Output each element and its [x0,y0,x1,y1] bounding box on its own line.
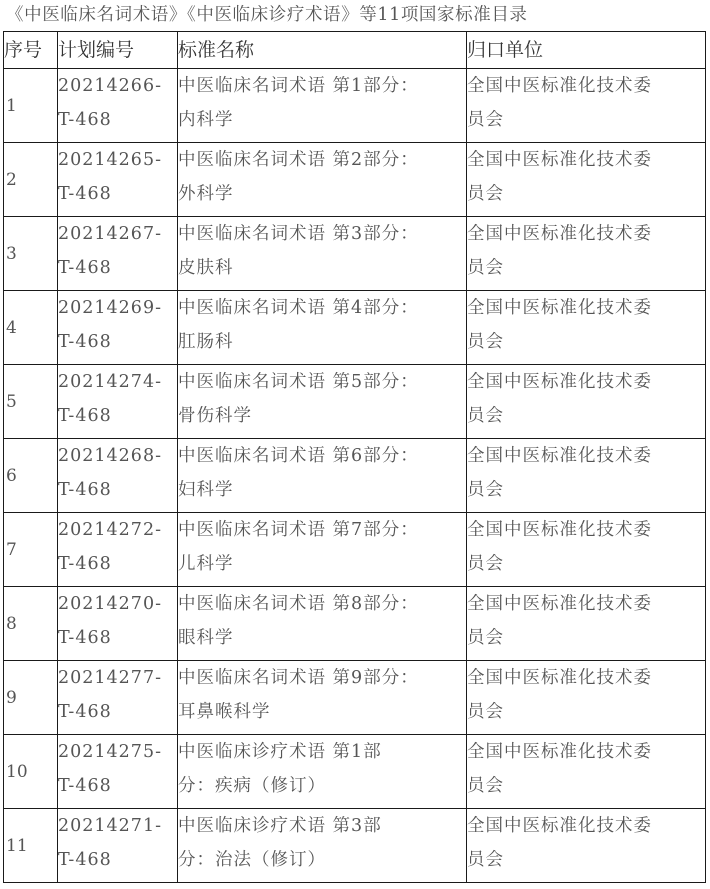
cell-standard-name-line: 皮肤科 [178,258,234,278]
cell-plan-number-line: 20214272- [58,520,162,540]
cell-responsible-unit-line: 全国中医标准化技术委 [467,816,652,836]
cell-plan-number-line: T-468 [58,554,112,574]
cell-responsible-unit-line: 全国中医标准化技术委 [467,446,652,466]
cell-responsible-unit [467,809,706,883]
cell-serial-number: 4 [4,291,58,365]
cell-plan-number-line: 20214267- [58,224,162,244]
cell-responsible-unit-line: 员会 [467,480,504,500]
cell-serial-number: 1 [4,69,58,143]
cell-standard-name [178,439,467,513]
header-plan-number: 计划编号 [58,32,178,69]
cell-standard-name-line: 中医临床名词术语 第8部分： [178,594,419,614]
table-row [4,439,706,513]
cell-responsible-unit-line: 员会 [467,628,504,648]
cell-responsible-unit-line: 全国中医标准化技术委 [467,668,652,688]
cell-plan-number-line: 20214274- [58,372,162,392]
cell-plan-number-line: T-468 [58,406,112,426]
cell-serial-number: 2 [4,143,58,217]
cell-standard-name-line: 中医临床名词术语 第4部分： [178,298,419,318]
cell-standard-name-line: 儿科学 [178,554,234,574]
header-serial-number: 序号 [4,32,58,69]
table-row [4,143,706,217]
cell-responsible-unit [467,217,706,291]
cell-plan-number-line: 20214266- [58,76,162,96]
cell-responsible-unit-line: 全国中医标准化技术委 [467,742,652,762]
cell-plan-number-line: 20214265- [58,150,162,170]
cell-plan-number-line: 20214271- [58,816,162,836]
cell-responsible-unit-line: 员会 [467,332,504,352]
table-row [4,69,706,143]
cell-standard-name-line: 中医临床名词术语 第3部分： [178,224,419,244]
cell-standard-name-line: 骨伤科学 [178,406,252,426]
cell-plan-number [58,513,178,587]
cell-responsible-unit-line: 全国中医标准化技术委 [467,594,652,614]
cell-plan-number [58,587,178,661]
cell-responsible-unit-line: 全国中医标准化技术委 [467,150,652,170]
cell-serial-number: 8 [4,587,58,661]
header-standard-name: 标准名称 [178,32,467,69]
table-body [4,69,706,883]
header-responsible-unit: 归口单位 [467,32,706,69]
cell-responsible-unit-line: 员会 [467,184,504,204]
cell-plan-number-line: 20214275- [58,742,162,762]
cell-serial-number: 9 [4,661,58,735]
cell-responsible-unit-line: 员会 [467,850,504,870]
cell-responsible-unit-line: 全国中医标准化技术委 [467,298,652,318]
cell-plan-number [58,291,178,365]
table-row [4,513,706,587]
cell-plan-number-line: T-468 [58,110,112,130]
cell-standard-name-line: 肛肠科 [178,332,234,352]
cell-responsible-unit [467,513,706,587]
cell-plan-number [58,365,178,439]
cell-responsible-unit-line: 员会 [467,554,504,574]
cell-plan-number-line: 20214269- [58,298,162,318]
table-row [4,809,706,883]
table-row [4,587,706,661]
cell-standard-name [178,809,467,883]
cell-standard-name-line: 中医临床名词术语 第2部分： [178,150,419,170]
cell-standard-name-line: 中医临床诊疗术语 第3部 [178,816,382,836]
cell-responsible-unit-line: 全国中医标准化技术委 [467,372,652,392]
cell-plan-number-line: 20214277- [58,668,162,688]
cell-standard-name [178,735,467,809]
cell-standard-name-line: 中医临床名词术语 第5部分： [178,372,419,392]
cell-plan-number-line: T-468 [58,480,112,500]
cell-responsible-unit [467,735,706,809]
cell-plan-number-line: T-468 [58,184,112,204]
cell-serial-number: 3 [4,217,58,291]
cell-responsible-unit-line: 全国中医标准化技术委 [467,76,652,96]
cell-serial-number: 7 [4,513,58,587]
cell-standard-name [178,661,467,735]
cell-standard-name-line: 外科学 [178,184,234,204]
cell-responsible-unit [467,661,706,735]
cell-standard-name-line: 妇科学 [178,480,234,500]
cell-plan-number-line: 20214268- [58,446,162,466]
cell-standard-name [178,587,467,661]
cell-standard-name [178,143,467,217]
cell-serial-number: 5 [4,365,58,439]
cell-standard-name [178,291,467,365]
cell-standard-name-line: 中医临床名词术语 第9部分： [178,668,419,688]
cell-standard-name-line: 耳鼻喉科学 [178,702,271,722]
cell-plan-number-line: T-468 [58,850,112,870]
cell-standard-name [178,365,467,439]
cell-plan-number-line: T-468 [58,258,112,278]
cell-responsible-unit [467,365,706,439]
cell-plan-number [58,217,178,291]
cell-plan-number [58,735,178,809]
cell-plan-number-line: T-468 [58,628,112,648]
cell-responsible-unit [467,439,706,513]
cell-plan-number [58,69,178,143]
cell-standard-name-line: 中医临床名词术语 第7部分： [178,520,419,540]
cell-serial-number: 10 [4,735,58,809]
cell-standard-name [178,513,467,587]
cell-responsible-unit [467,291,706,365]
cell-serial-number: 11 [4,809,58,883]
table-caption: 《中医临床名词术语》《中医临床诊疗术语》等11项国家标准目录 [6,5,528,25]
cell-serial-number: 6 [4,439,58,513]
cell-plan-number-line: T-468 [58,776,112,796]
table-row [4,735,706,809]
table-row [4,217,706,291]
cell-plan-number-line: T-468 [58,702,112,722]
cell-responsible-unit-line: 全国中医标准化技术委 [467,224,652,244]
cell-responsible-unit-line: 全国中医标准化技术委 [467,520,652,540]
table-header-row [4,32,706,69]
table-row [4,365,706,439]
cell-standard-name-line: 中医临床名词术语 第1部分： [178,76,419,96]
cell-standard-name-line: 内科学 [178,110,234,130]
table-row [4,291,706,365]
cell-plan-number-line: T-468 [58,332,112,352]
cell-responsible-unit [467,587,706,661]
cell-responsible-unit-line: 员会 [467,406,504,426]
cell-standard-name-line: 中医临床名词术语 第6部分： [178,446,419,466]
cell-plan-number [58,661,178,735]
cell-responsible-unit-line: 员会 [467,110,504,130]
cell-standard-name [178,69,467,143]
cell-standard-name [178,217,467,291]
cell-responsible-unit-line: 员会 [467,258,504,278]
cell-standard-name-line: 中医临床诊疗术语 第1部 [178,742,382,762]
cell-standard-name-line: 分：疾病（修订） [178,776,326,796]
cell-responsible-unit [467,143,706,217]
standards-table [3,31,706,883]
cell-standard-name-line: 眼科学 [178,628,234,648]
cell-responsible-unit-line: 员会 [467,702,504,722]
cell-plan-number [58,143,178,217]
cell-plan-number-line: 20214270- [58,594,162,614]
cell-plan-number [58,809,178,883]
cell-plan-number [58,439,178,513]
cell-responsible-unit-line: 员会 [467,776,504,796]
table-row [4,661,706,735]
cell-responsible-unit [467,69,706,143]
cell-standard-name-line: 分：治法（修订） [178,850,326,870]
